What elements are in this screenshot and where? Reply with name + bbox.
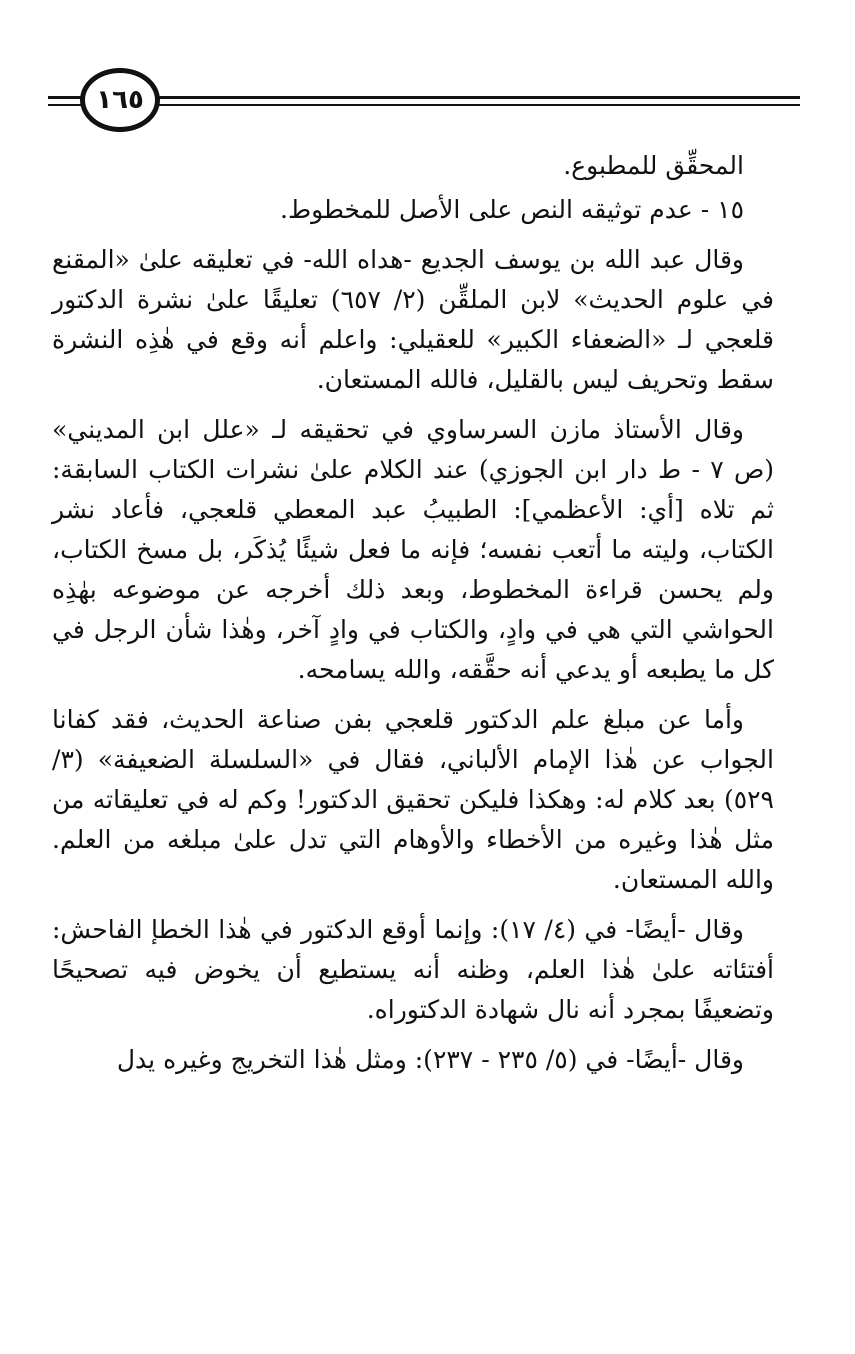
header-rule-top: [48, 96, 800, 99]
paragraph-1: المحقِّق للمطبوع.: [563, 151, 744, 180]
paragraph-4: وقال الأستاذ مازن السرساوي في تحقيقه لـ «علل ابن المديني» (ص ٧ - ط دار ابن الجوزي) عند الكلام علىٰ نشرات الكتاب السابقة: ثم تلاه [أي: الأعظمي]: الطبيبُ عبد المعطي قلعجي، فأعاد نشر الكتاب، وليته ما أتعب نفسه؛ فإنه ما فعل شيئًا يُذكَر، بل مسخ الكتاب، ولم يحسن قراءة المخطوط، وبعد ذلك أخرجه عن موضوعه بهٰذِه الحواشي التي هي في وادٍ، والكتاب في وادٍ آخر، وهٰذا شأن الرجل في كل ما يطبعه أو يدعي أنه حقَّقه، والله يسامحه.: [52, 415, 774, 684]
page-body: [52, 146, 774, 1090]
paragraph-3: وقال عبد الله بن يوسف الجديع -هداه الله- في تعليقه علىٰ «المقنع في علوم الحديث» لابن الملقِّن (٢/ ٦٥٧) تعليقًا علىٰ نشرة الدكتور قلعجي لـ «الضعفاء الكبير» للعقيلي: واعلم أنه وقع في هٰذِه النشرة سقط وتحريف ليس بالقليل، فالله المستعان.: [52, 245, 774, 394]
header-rule-bottom: [48, 104, 800, 106]
page-number: ١٦٥: [80, 68, 160, 132]
paragraph-5: وأما عن مبلغ علم الدكتور قلعجي بفن صناعة الحديث، فقد كفانا الجواب عن هٰذا الإمام الألباني، فقال في «السلسلة الضعيفة» (٣/ ٥٢٩) بعد كلام له: وهكذا فليكن تحقيق الدكتور! وكم له في تعليقاته من مثل هٰذا وغيره من الأخطاء والأوهام التي تدل علىٰ مبلغه من العلم. والله المستعان.: [52, 705, 774, 894]
paragraph-2: ١٥ - عدم توثيقه النص على الأصل للمخطوط.: [280, 195, 744, 224]
page-header: [48, 68, 800, 138]
paragraph-6: وقال -أيضًا- في (٤/ ١٧): وإنما أوقع الدكتور في هٰذا الخطإ الفاحش: أفتئاته علىٰ هٰذا العلم، وظنه أنه يستطيع أن يخوض فيه تصحيحًا وتضعيفًا بمجرد أنه نال شهادة الدكتوراه.: [52, 915, 774, 1024]
paragraph-7: وقال -أيضًا- في (٥/ ٢٣٥ - ٢٣٧): ومثل هٰذا التخريج وغيره يدل: [116, 1045, 744, 1074]
